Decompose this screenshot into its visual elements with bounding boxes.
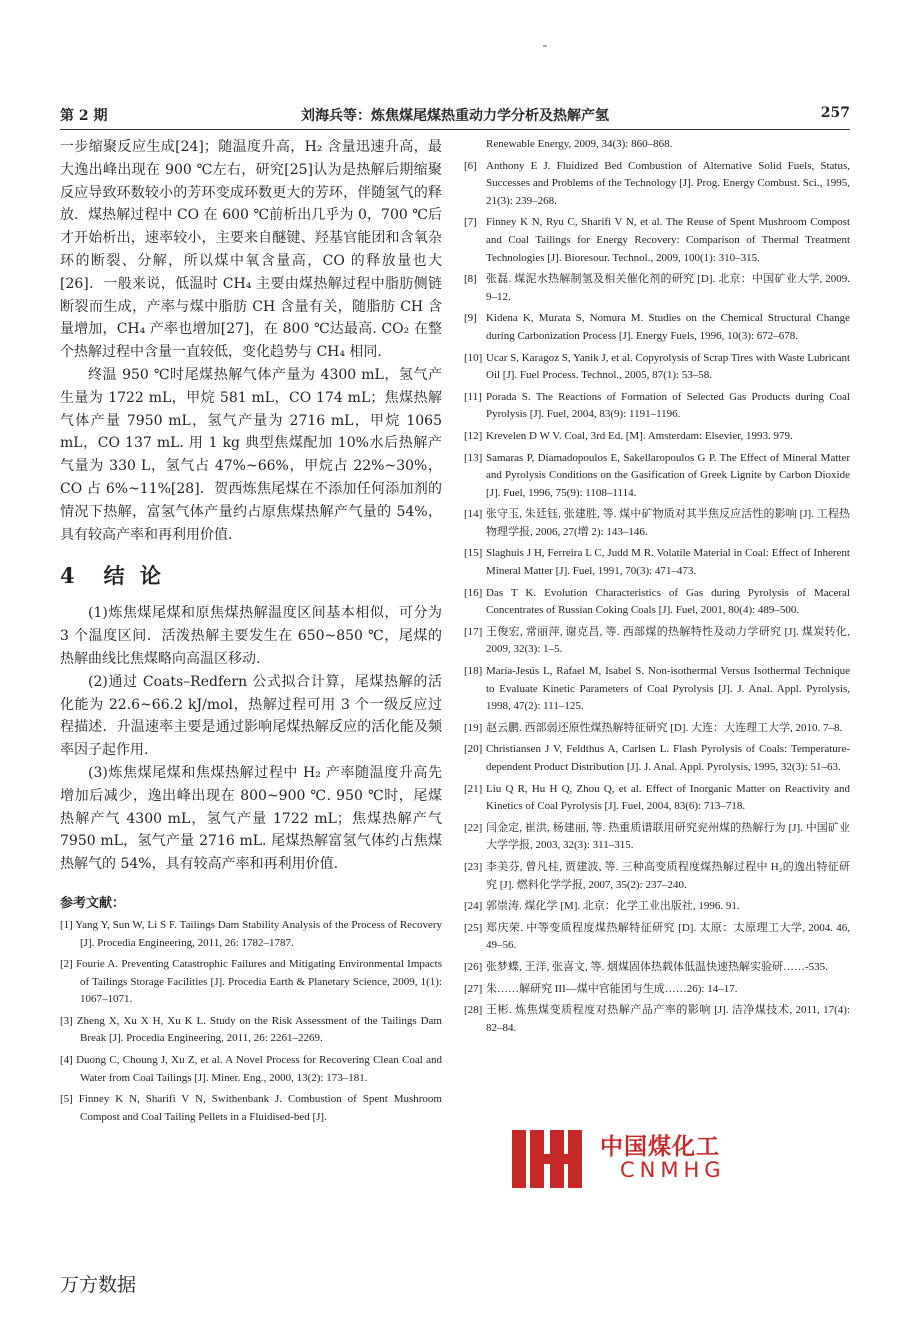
reference-text: 郭崇涛. 煤化学 [M]. 北京：化学工业出版社, 1996. 91. [486,900,740,913]
reference-number: [28] [464,1004,483,1017]
reference-number: [14] [464,508,483,521]
reference-number: [27] [464,982,483,995]
section-heading-conclusion: 4 结 论 [60,563,165,589]
reference-number: [18] [464,665,483,678]
reference-number: [6] [464,159,477,172]
reference-text: Anthony E J. Fluidized Bed Combustion of Alternative Solid Fuels, Status, Successes and Problems of the Technology [J]. Prog. Energy Combust. Sci., 1995, 21(3): 239–268. [486,159,850,207]
reference-number: [7] [464,216,477,229]
reference-item [464,920,850,955]
reference-text: 张梦蝶, 王洋, 张喜文, 等. 烟煤固体热载体低温快速热解实验研……-535. [486,960,828,973]
reference-number: [25] [464,921,483,934]
conclusion-1: (1)炼焦煤尾煤和原焦煤热解温度区间基本相似，可分为 3 个温度区间．活泼热解主要发生在 650~850 ℃，尾煤的热解曲线比焦煤略向高温区移动. [60,605,442,667]
reference-item [464,545,850,580]
reference-text: Ucar S, Karagoz S, Yanik J, et al. Copyrolysis of Scrap Tires with Waste Lubricant Oil [J]. Fuel Process. Technol., 2005, 87(1): 53–58. [486,351,851,382]
watermark-text-en: CNMHG [620,1158,726,1182]
reference-item [464,585,850,620]
reference-list [464,158,850,1038]
reference-number: [12] [464,429,483,442]
reference-item [464,389,850,424]
reference-item [464,898,850,916]
reference-number: [15] [464,547,483,560]
reference-text: 王俊宏, 常丽萍, 谢克昌, 等. 西部煤的热解特性及动力学研究 [J]. 煤炭转化, 2009, 32(3): 1–5. [486,625,850,656]
conclusion-3: (3)炼焦煤尾煤和焦煤热解过程中 H₂ 产率随温度升高先增加后减少，逸出峰出现在 800~900 ℃. 950 ℃时，尾煤热解产气 4300 mL，氢气产量 1722 mL；焦煤热解产气 7950 mL，氢气产量 2716 mL. 尾煤热解富氢气体约占焦煤热解气的 54%，具有较高产率和再利用价值. [60,764,442,873]
reference-text: Liu Q R, Hu H Q, Zhou Q, et al. Effect of Inorganic Matter on Reactivity and Kinetics of Coal Pyrolysis [J]. Fuel, 2004, 83(6): 713–718. [486,782,850,813]
reference-number: [22] [464,821,483,834]
conclusion-2: (2)通过 Coats–Redfern 公式拟合计算，尾煤热解的活化能为 22.6~66.2 kJ/mol，热解过程可用 3 个一级反应过程描述．升温速率主要是通过影响尾煤热解反应的活化能及频率因子起作用. [60,673,442,759]
reference-number: [10] [464,351,483,364]
reference-number: [17] [464,625,483,638]
footer-watermark: 万方数据 [60,1274,137,1296]
reference-text: Kidena K, Murata S, Nomura M. Studies on the Chemical Structural Change during Carbonization Process [J]. Energy Fuels, 1996, 10(3): 672–678. [486,312,850,342]
reference-item [464,450,850,503]
reference-item [464,158,850,211]
body-paragraph-1: 一步缩聚反应生成[24]；随温度升高，H₂ 含量迅速升高，最大逸出峰出现在 900 ℃左右，研究[25]认为是热解后期缩聚反应导致环数较小的芳环变成环数更大的芳环，伴随氢气的释放．煤热解过程中 CO 在 600 ℃前析出几乎为 0，700 ℃后才开始析出，速率较小，主要来自醚键、羟基官能团和含氧杂环的断裂、分解，所以煤中氧含量高，CO 的释放量也大[26]．一般来说，低温时 CH₄ 主要由煤热解过程中脂肪侧链断裂而生成，产率与煤中脂肪 CH 含量有关，随脂肪 CH 含量增加，CH₄ 产率也增加[27]，在 800 ℃达最高. CO₂ 在整个热解过程中含量一直较低，变化趋势与 CH₄ 相同. [60,139,442,361]
reference-text: 张守玉, 朱廷钰, 张建胜, 等. 煤中矿物质对其半焦反应活性的影响 [J]. 工程热物理学报, 2006, 27(增 2): 143–146. [486,508,850,538]
page-header [60,103,850,130]
reference-item [464,1002,850,1037]
reference-item [464,859,850,894]
reference-item [464,310,850,345]
page-number: 257 [820,105,850,121]
reference-item [464,820,850,855]
reference-item [464,506,850,541]
reference-text: Slaghuis J H, Ferreira L C, Judd M R. Volatile Material in Coal: Effect of Inherent Mineral Matter [J]. Fuel, 1991, 70(3): 471–473. [486,547,850,578]
references-heading: 参考文献： [60,895,126,911]
reference-continuation: Renewable Energy, 2009, 34(3): 860–868. [486,138,673,150]
reference-item [464,271,850,306]
reference-text: Christiansen J V, Feldthus A, Carlsen L. Flash Pyrolysis of Coals: Temperature-dependent Product Distribution [J]. J. Anal. Appl. Pyrolysis, 1995, 32(3): 51–63. [486,743,850,773]
reference-number: [20] [464,743,483,756]
reference-item [464,663,850,716]
reference-number: [19] [464,721,483,734]
logo-mark-icon [492,1126,604,1190]
reference-item [464,981,850,999]
reference-text: Krevelen D W V. Coal, 3rd Ed. [M]. Amsterdam: Elsevier, 1993. 979. [486,429,793,442]
reference-number: [24] [464,900,483,913]
reference-text: 张磊. 煤泥水热解制氢及相关催化剂的研究 [D]. 北京：中国矿业大学, 2009. 9–12. [486,273,850,303]
body-paragraph-2: 终温 950 ℃时尾煤热解气体产量为 4300 mL，氢气产生量为 1722 mL，甲烷 581 mL，CO 174 mL；焦煤热解气体产量 7950 mL，氢气产量为 2716 mL，甲烷 1065 mL，CO 137 mL. 用 1 kg 典型焦煤配加 10%水后热解产气量为 330 L，氢气占 47%~66%，甲烷占 22%~30%，CO 占 6%~11%[28]．贺西炼焦尾煤在不添加任何添加剂的情况下热解，富氢气体产量约占原焦煤热解产气量的 54%，具有较高产率和再利用价值. [60,366,442,543]
reference-item: [3] Zheng X, Xu X H, Xu K L. Study on the Risk Assessment of the Tailings Dam Break [J]. Procedia Engineering, 2011, 26: 2261–2269. [60,1014,442,1045]
reference-number: [16] [464,586,483,599]
reference-number: [11] [464,390,482,403]
reference-item [464,350,850,385]
reference-item: [4] Duong C, Choung J, Xu Z, et al. A Novel Process for Recovering Clean Coal and Water from Coal Tailings [J]. Miner. Eng., 2000, 13(2): 173–181. [60,1054,442,1084]
scan-speck [543,45,547,47]
reference-text: 王彬. 炼焦煤变质程度对热解产品产率的影响 [J]. 洁净煤技术, 2011, 17(4): 82–84. [486,1004,850,1034]
reference-item: [1] Yang Y, Sun W, Li S F. Tailings Dam Stability Analysis of the Process of Recovery [J]. Procedia Engineering, 2011, 26: 1782–1787. [60,918,442,949]
reference-item [464,959,850,977]
reference-text: 李美芬, 曾凡桂, 贾建波, 等. 三种高变质程度煤热解过程中 H₂的逸出特征研究 [J]. 燃料化学学报, 2007, 35(2): 237–240. [486,860,850,891]
reference-text: 郑庆荣. 中等变质程度煤热解特征研究 [D]. 太原：太原理工大学, 2004. 46, 49–56. [486,921,850,952]
reference-text: Finney K N, Ryu C, Sharifi V N, et al. The Reuse of Spent Mushroom Compost and Coal Tailings for Energy Recovery: Comparison of Thermal Treatment Technologies [J]. Bioresour. Technol., 2009, 100(1): 310–315. [486,216,850,264]
reference-text: Das T K. Evolution Characteristics of Gas during Pyrolysis of Maceral Concentrates of Russian Coking Coals [J]. Fuel, 2001, 80(4): 489–500. [486,586,850,617]
reference-text: María-Jesús L, Rafael M, Isabel S. Non-isothermal Versus Isothermal Technique to Evaluate Kinetic Parameters of Coal Pyrolysis [J]. J. Anal. Appl. Pyrolysis, 1998, 47(2): 111–125. [486,665,850,713]
reference-item [464,428,850,446]
watermark-text-cn: 中国煤化工 [600,1134,720,1160]
reference-number: [21] [464,782,483,795]
reference-number: [13] [464,451,483,464]
reference-text: Samaras P, Diamadopoulos E, Sakellaropoulos G P. The Effect of Mineral Matter and Pyrolysis Conditions on the Gasification of Greek Lignite by Carbon Dioxide [J]. Fuel, 1996, 75(9): 1108–1114. [486,451,850,499]
reference-item [464,781,850,816]
reference-text: Porada S. The Reactions of Formation of Selected Gas Products during Coal Pyrolysis [J]. Fuel, 2004, 83(9): 1191–1196. [486,390,850,421]
right-column [464,136,850,1041]
reference-text: 闫金定, 崔洪, 杨建丽, 等. 热重质谱联用研究兖州煤的热解行为 [J]. 中国矿业大学学报, 2003, 32(3): 311–315. [486,821,850,852]
reference-text: 赵云鹏. 西部弱还原性煤热解特征研究 [D]. 大连：大连理工大学, 2010. 7–8. [486,721,843,734]
reference-item [464,624,850,659]
reference-text: 朱……解研究 III—煤中官能团与生成……26): 14–17. [486,982,738,995]
reference-item [464,741,850,776]
reference-number: [9] [464,312,477,325]
reference-number: [8] [464,273,477,286]
reference-item [464,720,850,738]
issue-number: 第 2 期 [60,108,108,124]
watermark-logo [492,1122,842,1192]
reference-item [464,214,850,267]
reference-number: [26] [464,960,483,973]
reference-number: [23] [464,860,483,873]
reference-item: [2] Fourie A. Preventing Catastrophic Failures and Mitigating Environmental Impacts of Tailings Storage Facilities [J]. Procedia Earth & Planetary Science, 2009, 1(1): 1067–1071. [60,958,442,1006]
reference-item: [5] Finney K N, Sharifi V N, Swithenbank J. Combustion of Spent Mushroom Compost and Coal Tailing Pellets in a Fluidised-bed [J]. [60,1093,442,1123]
left-column [60,136,442,1130]
running-title: 刘海兵等：炼焦煤尾煤热重动力学分析及热解产氢 [301,108,609,124]
